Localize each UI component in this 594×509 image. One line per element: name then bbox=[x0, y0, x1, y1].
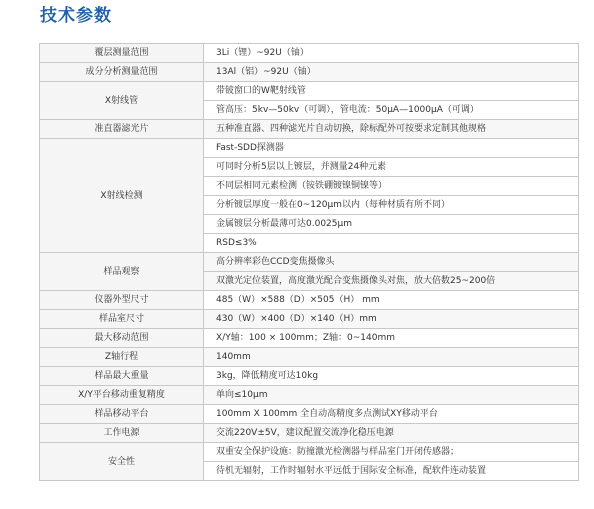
spec-value: 140mm bbox=[204, 348, 579, 367]
table-row bbox=[40, 424, 579, 443]
spec-label: 样品观察 bbox=[40, 253, 204, 291]
spec-value: 五种准直器、四种滤光片自动切换，除标配外可按要求定制其他规格 bbox=[204, 120, 579, 139]
table-row bbox=[40, 367, 579, 386]
spec-label: 覆层测量范围 bbox=[40, 44, 204, 63]
spec-value: Fast-SDD探测器 bbox=[204, 139, 579, 158]
spec-value: 13Al（铝）~92U（铀） bbox=[204, 63, 579, 82]
page-title: 技术参数 bbox=[40, 6, 112, 26]
spec-value: 分析镀层厚度一般在0~120μm以内（每种材质有所不同） bbox=[204, 196, 579, 215]
table-row bbox=[40, 329, 579, 348]
spec-value: 高分辨率彩色CCD变焦摄像头 bbox=[204, 253, 579, 272]
spec-label: 样品移动平台 bbox=[40, 405, 204, 424]
spec-value: RSD≤3% bbox=[204, 234, 579, 253]
table-row bbox=[40, 443, 579, 462]
spec-label: 仪器外型尺寸 bbox=[40, 291, 204, 310]
spec-value: 交流220V±5V，建议配置交流净化稳压电源 bbox=[204, 424, 579, 443]
table-row bbox=[40, 139, 579, 158]
spec-label: 工作电源 bbox=[40, 424, 204, 443]
table-row bbox=[40, 291, 579, 310]
table-row bbox=[40, 310, 579, 329]
spec-label: 准直器滤光片 bbox=[40, 120, 204, 139]
spec-value: 待机无辐射，工作时辐射水平远低于国际安全标准，配软件连动装置 bbox=[204, 462, 579, 481]
spec-label: 成分分析测量范围 bbox=[40, 63, 204, 82]
table-row bbox=[40, 386, 579, 405]
table-row bbox=[40, 405, 579, 424]
spec-value: 不同层相同元素检测（铵铁硼镀镍铜镍等） bbox=[204, 177, 579, 196]
spec-value: 管高压：5kv—50kv（可调），管电流：50μA—1000μA（可调） bbox=[204, 101, 579, 120]
table-row bbox=[40, 63, 579, 82]
table-row bbox=[40, 44, 579, 63]
spec-value: 双重安全保护设施：防撞激光检测器与样品室门开闭传感器； bbox=[204, 443, 579, 462]
spec-label: X射线检测 bbox=[40, 139, 204, 253]
table-row bbox=[40, 253, 579, 272]
spec-value: X/Y轴：100 × 100mm；Z轴：0~140mm bbox=[204, 329, 579, 348]
table-row bbox=[40, 82, 579, 101]
table-row bbox=[40, 120, 579, 139]
spec-value: 带铍窗口的W靶射线管 bbox=[204, 82, 579, 101]
spec-label: X射线管 bbox=[40, 82, 204, 120]
spec-value: 485（W）×588（D）×505（H） mm bbox=[204, 291, 579, 310]
spec-table bbox=[39, 43, 579, 481]
spec-value: 单向≤10μm bbox=[204, 386, 579, 405]
spec-label: 安全性 bbox=[40, 443, 204, 481]
spec-label: 样品最大重量 bbox=[40, 367, 204, 386]
spec-label: X/Y平台移动重复精度 bbox=[40, 386, 204, 405]
spec-label: 样品室尺寸 bbox=[40, 310, 204, 329]
spec-value: 金属镀层分析最薄可达0.0025μm bbox=[204, 215, 579, 234]
spec-table-body bbox=[40, 44, 579, 481]
spec-label: Z轴行程 bbox=[40, 348, 204, 367]
spec-value: 可同时分析5层以上镀层，并测量24种元素 bbox=[204, 158, 579, 177]
spec-value: 100mm X 100mm 全自动高精度多点测试XY移动平台 bbox=[204, 405, 579, 424]
spec-label: 最大移动范围 bbox=[40, 329, 204, 348]
spec-value: 430（W）×400（D）×140（H）mm bbox=[204, 310, 579, 329]
spec-value: 3Li（锂）~92U（铀） bbox=[204, 44, 579, 63]
spec-value: 3kg，降低精度可达10kg bbox=[204, 367, 579, 386]
table-row bbox=[40, 348, 579, 367]
spec-value: 双激光定位装置，高度激光配合变焦摄像头对焦，放大倍数25~200倍 bbox=[204, 272, 579, 291]
